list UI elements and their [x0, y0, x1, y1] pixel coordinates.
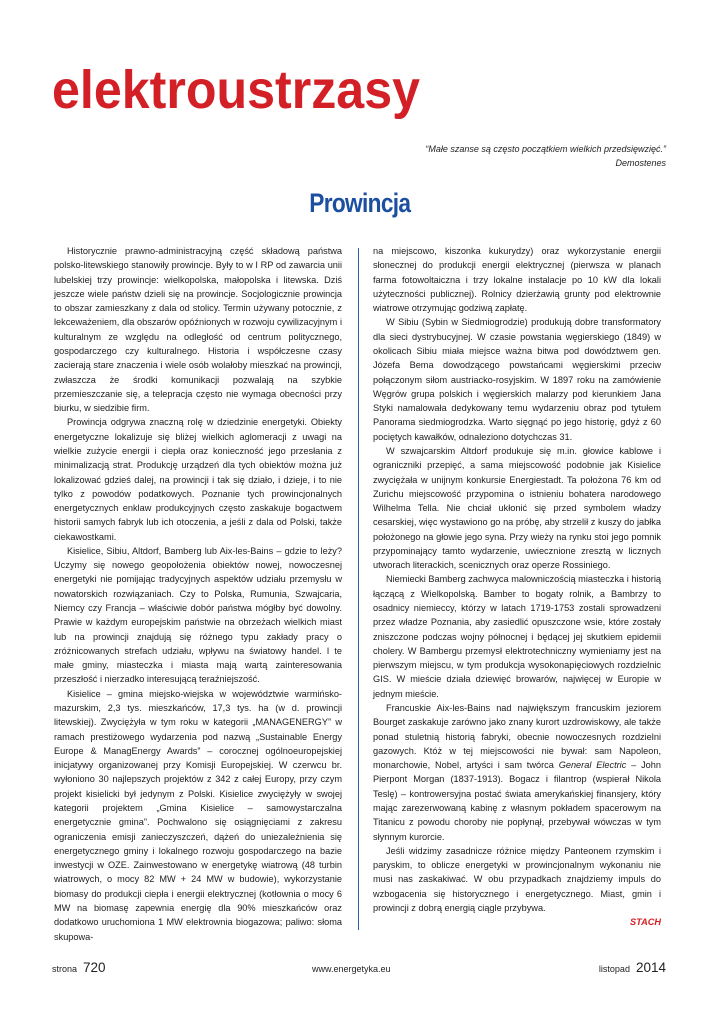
author-signature: STACH	[630, 917, 661, 928]
epigraph-author: Demostenes	[615, 158, 666, 168]
paragraph-text: – John Pierpont Morgan (1837-1913). Bogacz i filantrop (wspierał Nikola Teslę) – kontrowersyjna postać świata amerykańskiej finansjery, który mając zarezerwowaną kabinę z własnym pokładem spacerowym na Titanicu z powodu choroby nie popłynął, przebywał wówczas w tym słynnym kurorcie.	[373, 760, 662, 842]
paragraph: Historycznie prawno-administracyjną część składową państwa polsko-litewskiego stanowiły prowincje. Były to w I RP od zawarcia unii lubelskiej trzy prowincje: wielkopolska, małopolska i litewska. Dziś jeszcze wiele państw dzieli się na prowincje. Socjologicznie prowincja to obszar zamieszkany z dala od stolicy. Termin używany potocznie, z lekceważeniem, dla obszarów opóźnionych w rozwoju cywilizacyjnym i kulturalnym ze względu na odległość od centrum politycznego, gospodarczego czy kulturalnego. Historia i współczesne czasy zacierają stare znaczenia i wiele osób wolałoby mieszkać na prowincji, zwłaszcza że środki komunikacji pozwalają na szybkie przemieszczanie się, a telepracja często nie wymaga obecności przy biurku, w siedzibie firm.	[54, 246, 342, 414]
right-column	[373, 244, 661, 930]
magazine-logo	[52, 60, 422, 130]
page-number-block	[52, 960, 106, 975]
issue-month: listopad	[598, 964, 630, 974]
paragraph	[373, 701, 661, 844]
epigraph-quote: “Małe szanse są często początkiem wielkich przedsięwzięć.”	[425, 144, 666, 154]
issue-date	[599, 960, 666, 975]
paragraph-text: Francuskie Aix-les-Bains nad największym francuskim jeziorem Bourget zaskakuje zarówno jako znany kurort uzdrowiskowy, ale także ponad stuletnią historią fabryki, obecnie nowoczesnych rozdzielni gazowych. Któż w tej miejscowości nie bywał: sam Napoleon, monarchowie, Nobel, artyści i sam twórca	[373, 703, 661, 771]
paragraph: Kisielice – gmina miejsko-wiejska w województwie warmińsko-mazurskim, 2,3 tys. mieszkańców, 17,3 tys. ha (w d. prowincji litewskiej). Zwyciężyła w tym roku w kategorii „MANAGENERGY” w ramach prestiżowego wydarzenia pod nazwą „Sustainable Energy Europe & ManagEnergy Awards” – corocznej ogólnoeuropejskiej inicjatywy organizowanej przy Komisji Europejskiej. W czerwcu br. wyłoniono 30 najlepszych projektów z 342 z całej Europy, przy czym projekt kisielicki był jedynym z Polski. Kisielice zwyciężyły w swojej kategorii projektem „Gmina Kisielice – samowystarczalna energetycznie gmina”. Pochwalono się osiągnięciami z zakresu ograniczenia emisji zanieczyszczeń, dążeń do uniezależnienia się energetycznego gminy i lokalnego rozwoju gospodarczego na bazie inwestycji w OZE. Zainwestowano w energetykę wiatrową (48 turbin wiatrowych, o mocy 82 MW + 24 MW w budowie), wykorzystanie biomasy do produkcji ciepła i energii elektrycznej (kotłownia o mocy 6 MW na biomasę zapewnia energię dla 90% mieszkańców oraz dodatkowo uruchomiona 1 MW elektrownia biogazowa; paliwo: słoma skupowa-	[54, 688, 342, 942]
left-column	[54, 244, 342, 944]
epigraph	[246, 142, 666, 170]
paragraph: Niemiecki Bamberg zachwyca malowniczością miasteczka i historią łączącą z Wielkopolską. Bamber to bogaty rolnik, a Bambrzy to osadnicy niemieccy, którzy w latach 1719-1753 zostali sprowadzeni przez władze Poznania, aby zasiedlić opuszczone wsie, które zostały zniszczone podczas wojny północnej i będącej jej skutkiem epidemii cholery. W Bambergu przemysł elektrotechniczny wymieniamy jest na pierwszym miejscu, w tym produkcja wysokonapięciowych rozdzielnic GIS. W mieście działa dziewięć browarów, najwięcej w Europie w jednym mieście.	[373, 574, 661, 699]
paragraph: Kisielice, Sibiu, Altdorf, Bamberg lub Aix-les-Bains – gdzie to leży? Uczymy się nowego geopołożenia obiektów nowej, nowoczesnej energetyki nie pomijając tradycyjnych aspektów udziału przemysłu w nowatorskich rozwiązaniach. Czy to Polska, Rumunia, Szwajcaria, Niemcy czy Francja – właściwie dobór państwa mógłby być dowolny. Prawie w każdym europejskim państwie na obrzeżach wielkich miast lub na prowincji znajdują się różnego typu zakłady pracy o zróżnicowanych strefach udziału, wpływu na światowy handel. I te małe gminy, miasteczka i miasta mają wartą zainteresowania przeszłość i nierzadko interesującą teraźniejszość.	[54, 545, 342, 685]
issue-year: 2014	[635, 960, 666, 975]
footer-url: www.energetyka.eu	[312, 964, 391, 974]
page-number: 720	[83, 960, 106, 975]
paragraph: Jeśli widzimy zasadnicze różnice między Panteonem rzymskim i paryskim, to oblicze energetyki w prowincjonalnym wykonaniu nie musi nas zaskakiwać. W obu przypadkach znajdziemy impuls do wzbogacenia się historycznego i energetycznego. Miast, gmin i prowincji z dobrą energią ciągle przybywa.	[373, 845, 661, 913]
emphasis-general-electric: General Electric	[558, 760, 627, 771]
paragraph: na miejscowo, kiszonka kukurydzy) oraz wykorzystanie energii słonecznej do produkcji energii elektrycznej (pierwsza w planach farma fotowoltaiczna i trzy lokalne instalacje po 10 kW dla lokali użyteczności publicznej). Rolnicy dzierżawią grunty pod elektrownie wiatrowe otrzymując godziwą zapłatę.	[373, 246, 661, 314]
article-title: Prowincja	[308, 188, 410, 218]
logo-text: elektroustrzasy	[52, 60, 420, 120]
paragraph: W szwajcarskim Altdorf produkuje się m.in. głowice kablowe i ograniczniki przepięć, a sama miejscowość podobnie jak Kisielice zwyciężała w unijnym konkursie Energiestadt. Ta położona 76 km od Zurichu miejscowość przypomina o istnieniu bohatera narodowego Wilhelma Tella. Nie chciał ukłonić się przed symbolem władzy cesarskiej, więc wystawiono go na próbę, aby strzelił z kuszy do jabłka położonego na głowie jego syna. Przy wieży na rynku stoi jego pomnik przypominający tamto wydarzenie, uwiecznione zresztą w licznych utworach literackich, scenicznych oraz operze Rossiniego.	[373, 445, 661, 571]
paragraph: W Sibiu (Sybin w Siedmiogrodzie) produkują dobre transformatory dla sieci dystrybucyjnej. W czasie powstania węgierskiego (1849) w okolicach Sibiu miała miejsce ważna bitwa pod dowództwem gen. Józefa Bema dowodzącego powstańcami węgierskimi przeciw połączonym siłom austriacko-rosyjskim. W 1897 roku na zamówienie Węgrów grupa polskich i węgierskich malarzy pod kierunkiem Jana Styki namalowała dedykowany temu wydarzeniu obraz pod tytułem Panorama siedmiogrodzka. Warto sięgnąć po jego historię, gdyż z 60 pociętych kawałków, odnaleziono dotychczas 31.	[373, 317, 661, 442]
column-divider	[358, 248, 359, 930]
paragraph: Prowincja odgrywa znaczną rolę w dziedzinie energetyki. Obiekty energetyczne lokalizuje się bliżej wielkich aglomeracji z uwagi na wielkie zużycie energii i ciepła oraz konieczność jego przesłania z minimalizacją strat. Produkcję urządzeń dla tych obiektów można już lokalizować gdzieś dalej, na prowincji i tak się działo, i dzieje, i to nie tylko z powodów podatkowych. Poznanie tych prowincjonalnych energetycznych enklaw produkcyjnych często zaskakuje bogactwem historii samych fabryk lub ich otoczenia, a jeśli z dala od Polski, także ciekawostkami.	[54, 417, 342, 542]
page-label: strona	[52, 964, 78, 974]
